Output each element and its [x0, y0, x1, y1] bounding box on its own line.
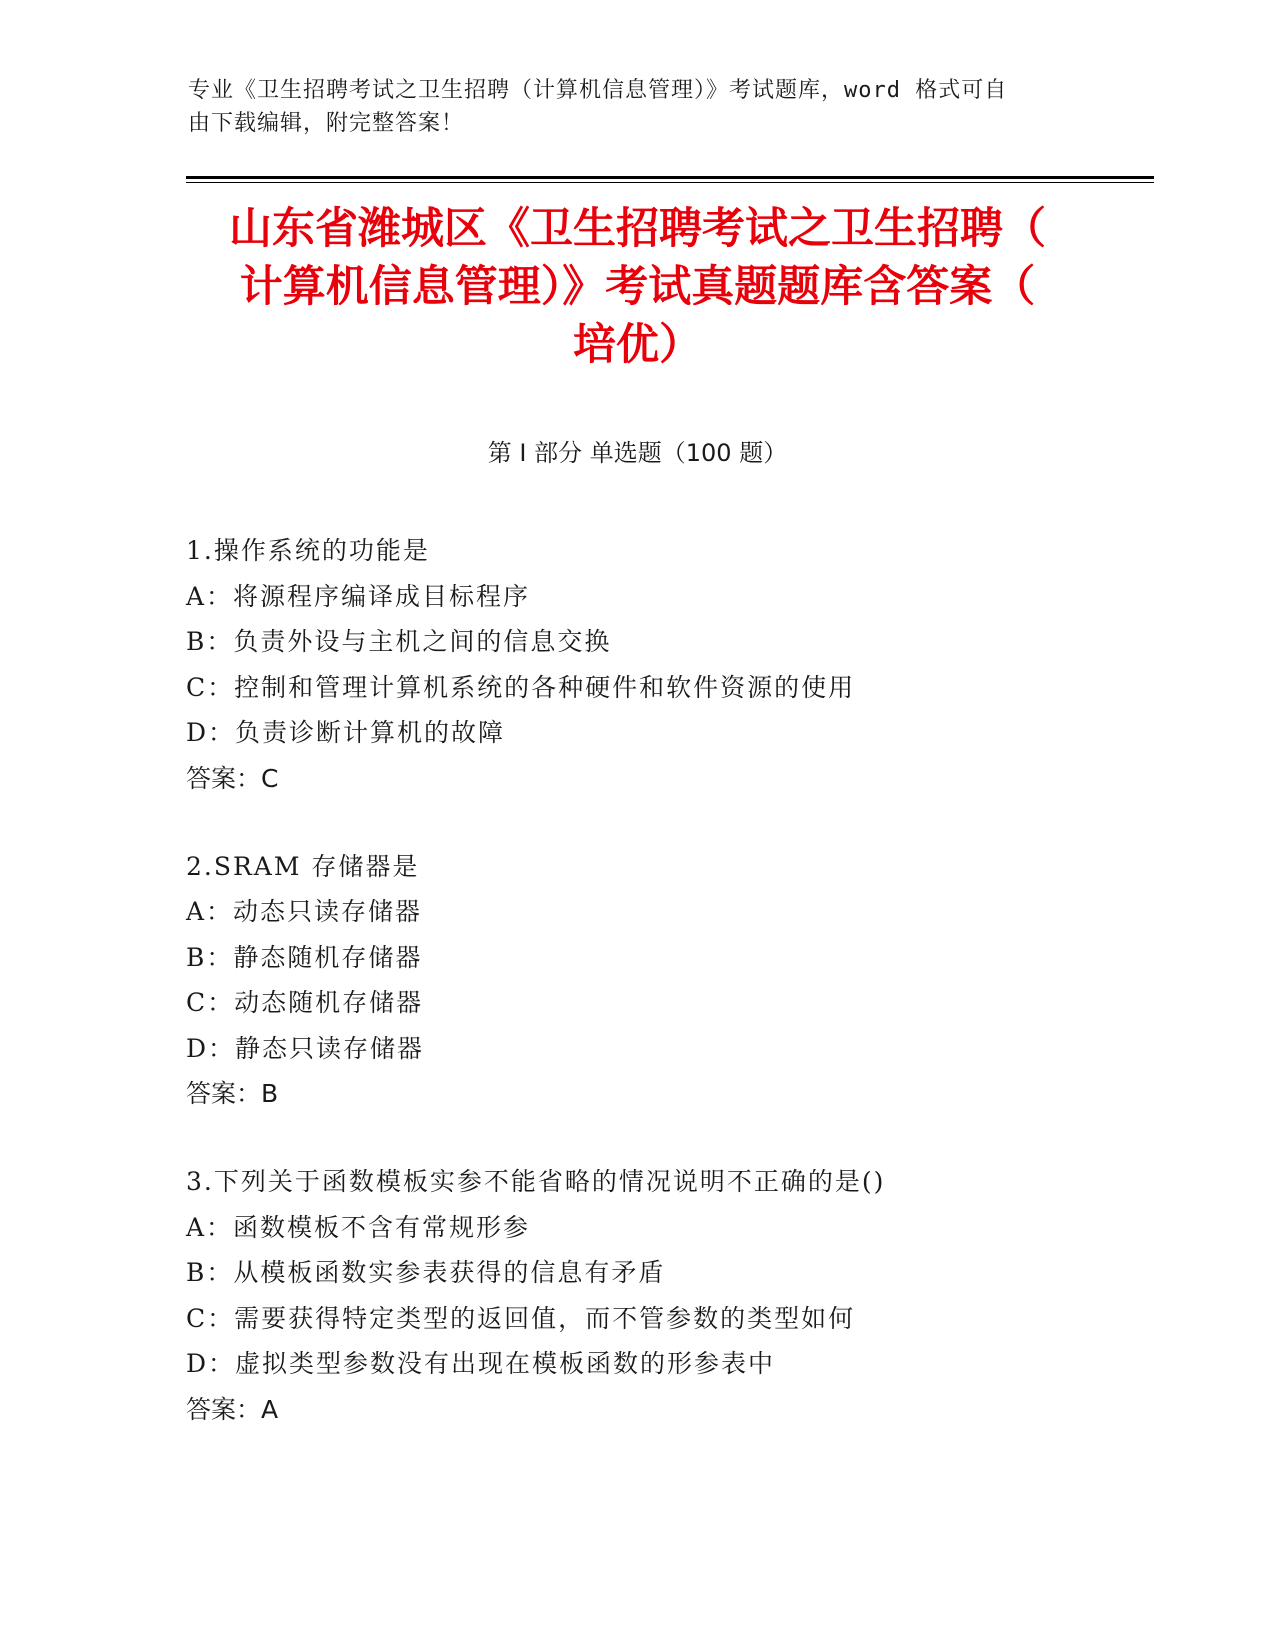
- title-line: 山东省潍城区《卫生招聘考试之卫生招聘（: [229, 204, 1046, 254]
- title-line: 计算机信息管理）》考试真题题库含答案（: [239, 262, 1036, 312]
- question-list: [186, 528, 1166, 1475]
- header-note-line: 专业《卫生招聘考试之卫生招聘（计算机信息管理）》考试题库，word 格式可自: [188, 78, 1008, 103]
- option-a: A：将源程序编译成目标程序: [186, 581, 531, 611]
- header-note: [188, 74, 1068, 140]
- section-title: 第 I 部分 单选题（100 题）: [487, 439, 788, 467]
- question-stem: 3.下列关于函数模板实参不能省略的情况说明不正确的是(): [186, 1167, 886, 1196]
- option-c: C：需要获得特定类型的返回值，而不管参数的类型如何: [186, 1303, 856, 1333]
- answer: 答案：B: [186, 1079, 279, 1108]
- option-d: D：负责诊断计算机的故障: [186, 718, 506, 747]
- question-stem: 1.操作系统的功能是: [186, 536, 430, 565]
- header-divider-thick: [186, 176, 1154, 179]
- question-3: [186, 1159, 1166, 1433]
- option-b: B：负责外设与主机之间的信息交换: [186, 627, 612, 656]
- header-divider-thin: [186, 182, 1154, 183]
- option-c: C：控制和管理计算机系统的各种硬件和软件资源的使用: [186, 672, 856, 702]
- option-b: B：从模板函数实参表获得的信息有矛盾: [186, 1258, 666, 1287]
- answer: 答案：A: [186, 1394, 279, 1424]
- document-title: [150, 200, 1125, 374]
- option-b: B：静态随机存储器: [186, 942, 423, 972]
- option-d: D：虚拟类型参数没有出现在模板函数的形参表中: [186, 1349, 776, 1378]
- title-line: 培优）: [573, 320, 702, 370]
- option-a: A：函数模板不含有常规形参: [186, 1212, 531, 1242]
- question-stem: 2.SRAM 存储器是: [186, 851, 420, 881]
- question-1: [186, 528, 1166, 802]
- option-c: C：动态随机存储器: [186, 988, 424, 1017]
- header-note-line: 由下载编辑，附完整答案！: [188, 111, 465, 136]
- answer: 答案：C: [186, 763, 279, 793]
- option-d: D：静态只读存储器: [186, 1033, 425, 1063]
- question-2: [186, 844, 1166, 1118]
- option-a: A：动态只读存储器: [186, 897, 423, 926]
